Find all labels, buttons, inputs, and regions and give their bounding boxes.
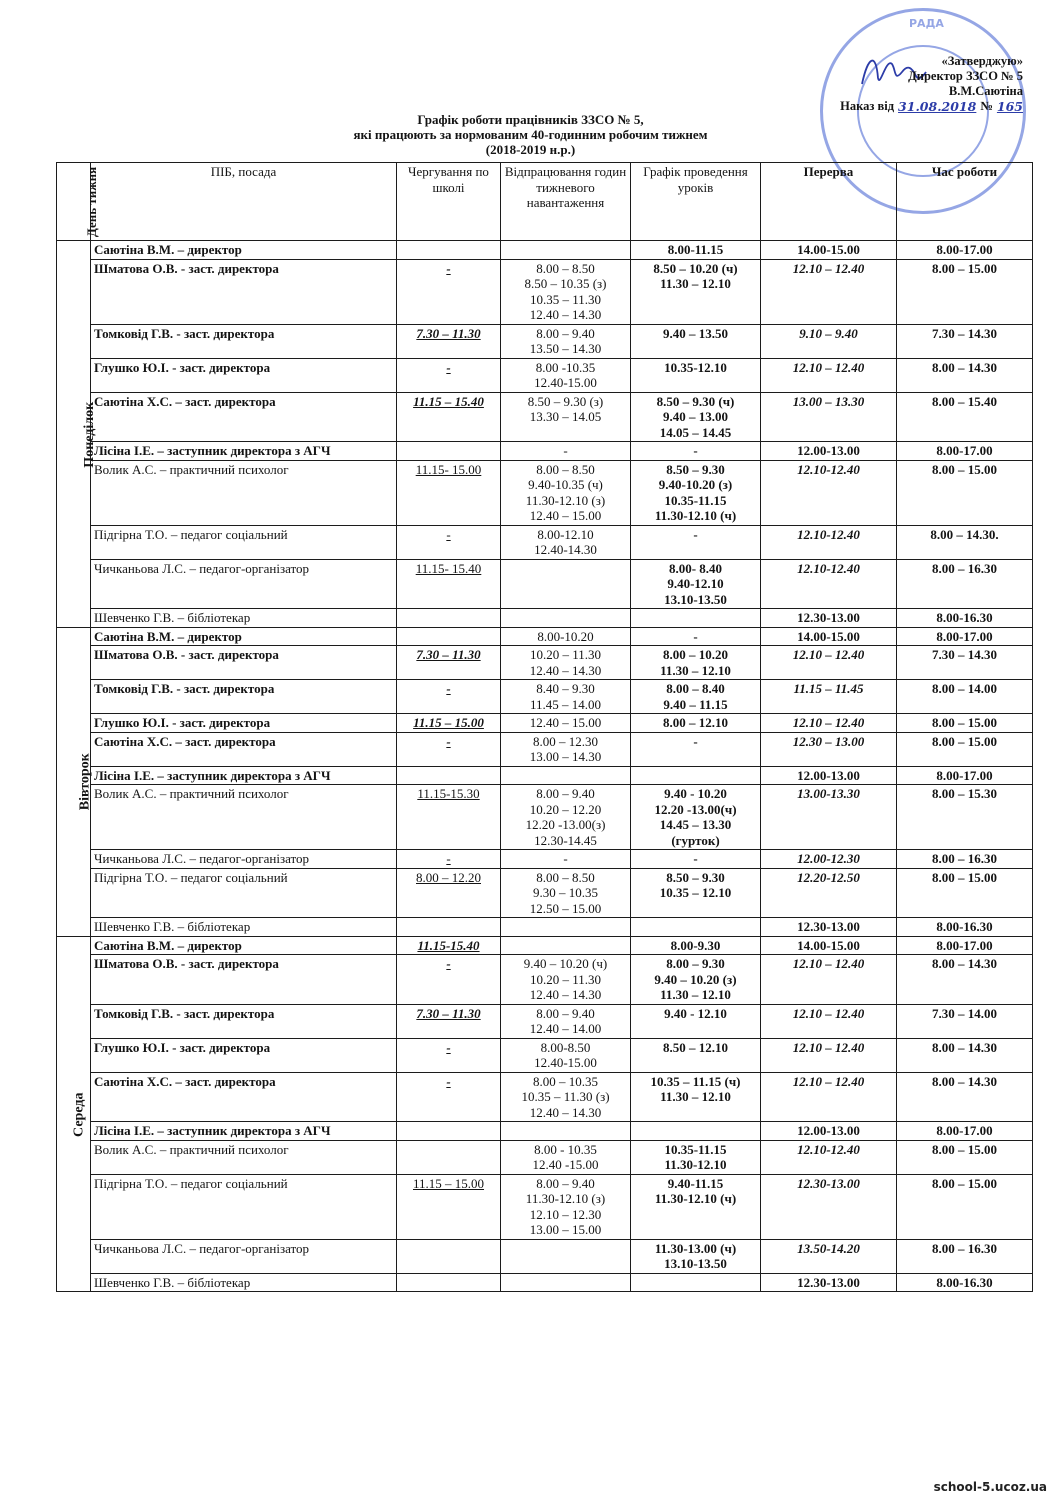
- duty-time: -: [397, 1072, 501, 1122]
- break-time: 12.00-13.00: [761, 442, 897, 461]
- lessons-time: 10.35-12.10: [631, 358, 761, 392]
- duty-time: 11.15 – 15.00: [397, 1174, 501, 1239]
- lessons-time: [631, 918, 761, 937]
- lessons-time: 11.30-13.00 (ч) 13.10-13.50: [631, 1239, 761, 1273]
- title-line-3: (2018-2019 н.р.): [485, 142, 576, 157]
- lessons-time: 9.40 - 10.20 12.20 -13.00(ч) 14.45 – 13.30 (гурток): [631, 785, 761, 850]
- table-row: [57, 1072, 1033, 1122]
- duty-time: -: [397, 1038, 501, 1072]
- duty-time: -: [397, 955, 501, 1005]
- work-time: 8.00 – 15.00: [897, 714, 1033, 733]
- table-row: [57, 609, 1033, 628]
- lessons-time: 8.50 – 10.20 (ч) 11.30 – 12.10: [631, 259, 761, 324]
- hours-time: -: [501, 850, 631, 869]
- table-row: [57, 955, 1033, 1005]
- table-row: [57, 646, 1033, 680]
- hours-time: [501, 559, 631, 609]
- duty-time: -: [397, 358, 501, 392]
- lessons-time: [631, 1122, 761, 1141]
- break-time: 12.30-13.00: [761, 918, 897, 937]
- day-cell: [57, 241, 98, 628]
- hours-time: 8.00 – 8.50 9.30 – 10.35 12.50 – 15.00: [501, 868, 631, 918]
- employee-name: Саютіна В.М. – директор: [91, 627, 397, 646]
- lessons-time: -: [631, 732, 761, 766]
- lessons-time: 9.40 - 12.10: [631, 1004, 761, 1038]
- duty-time: 11.15- 15.00: [397, 460, 501, 525]
- lessons-time: -: [631, 627, 761, 646]
- lessons-time: -: [631, 850, 761, 869]
- duty-time: -: [397, 680, 501, 714]
- approval-line-2: Директор ЗЗСО № 5: [908, 69, 1023, 83]
- lessons-time: 8.00- 8.40 9.40-12.10 13.10-13.50: [631, 559, 761, 609]
- employee-name: Чичканьова Л.С. – педагог-організатор: [91, 1239, 397, 1273]
- table-row: [57, 392, 1033, 442]
- table-row: [57, 627, 1033, 646]
- table-row: [57, 358, 1033, 392]
- hours-time: 8.00 – 9.40 11.30-12.10 (з) 12.10 – 12.30 13.00 – 15.00: [501, 1174, 631, 1239]
- hours-time: 8.00 – 12.30 13.00 – 14.30: [501, 732, 631, 766]
- work-time: 8.00 – 15.40: [897, 392, 1033, 442]
- break-time: 13.00-13.30: [761, 785, 897, 850]
- header-name: ПІБ, посада: [91, 163, 397, 241]
- work-time: 8.00 – 14.30: [897, 1072, 1033, 1122]
- work-time: 8.00 – 16.30: [897, 559, 1033, 609]
- hours-time: -: [501, 442, 631, 461]
- approval-line-1: «Затверджую»: [941, 54, 1023, 68]
- stamp-text: РАДА: [909, 17, 944, 30]
- work-time: 7.30 – 14.30: [897, 646, 1033, 680]
- table-row: [57, 1174, 1033, 1239]
- hours-time: 8.00-12.10 12.40-14.30: [501, 525, 631, 559]
- break-time: 12.00-12.30: [761, 850, 897, 869]
- duty-time: [397, 766, 501, 785]
- header-lessons: Графік проведення уроків: [631, 163, 761, 241]
- employee-name: Лісіна І.Е. – заступник директора з АГЧ: [91, 442, 397, 461]
- table-row: [57, 559, 1033, 609]
- employee-name: Шевченко Г.В. – бібліотекар: [91, 1273, 397, 1292]
- order-number-label: №: [980, 99, 993, 113]
- lessons-time: 9.40 – 13.50: [631, 324, 761, 358]
- hours-time: 8.50 – 9.30 (з) 13.30 – 14.05: [501, 392, 631, 442]
- break-time: 14.00-15.00: [761, 936, 897, 955]
- employee-name: Підгірна Т.О. – педагог соціальний: [91, 525, 397, 559]
- work-time: 8.00 – 16.30: [897, 1239, 1033, 1273]
- employee-name: Шевченко Г.В. – бібліотекар: [91, 609, 397, 628]
- schedule-table: [56, 162, 1033, 1292]
- lessons-time: 8.50 – 9.30 9.40-10.20 (з) 10.35-11.15 11.30-12.10 (ч): [631, 460, 761, 525]
- duty-time: 11.15-15.30: [397, 785, 501, 850]
- break-time: 12.00-13.00: [761, 1122, 897, 1141]
- employee-name: Підгірна Т.О. – педагог соціальний: [91, 1174, 397, 1239]
- duty-time: [397, 1273, 501, 1292]
- duty-time: [397, 1140, 501, 1174]
- lessons-time: [631, 1273, 761, 1292]
- work-time: 8.00-17.00: [897, 936, 1033, 955]
- lessons-time: [631, 766, 761, 785]
- employee-name: Томковід Г.В. - заст. директора: [91, 680, 397, 714]
- duty-time: [397, 442, 501, 461]
- break-time: 12.00-13.00: [761, 766, 897, 785]
- break-time: 13.00 – 13.30: [761, 392, 897, 442]
- work-time: 8.00-17.00: [897, 241, 1033, 260]
- duty-time: -: [397, 525, 501, 559]
- employee-name: Волик А.С. – практичний психолог: [91, 460, 397, 525]
- lessons-time: 10.35 – 11.15 (ч) 11.30 – 12.10: [631, 1072, 761, 1122]
- lessons-time: -: [631, 442, 761, 461]
- hours-time: [501, 936, 631, 955]
- break-time: 11.15 – 11.45: [761, 680, 897, 714]
- employee-name: Томковід Г.В. - заст. директора: [91, 1004, 397, 1038]
- break-time: 12.30-13.00: [761, 609, 897, 628]
- work-time: 8.00-16.30: [897, 609, 1033, 628]
- lessons-time: 8.50 – 9.30 (ч) 9.40 – 13.00 14.05 – 14.45: [631, 392, 761, 442]
- employee-name: Глушко Ю.І. - заст. директора: [91, 358, 397, 392]
- header-row: [57, 163, 1033, 241]
- break-time: 12.10 – 12.40: [761, 714, 897, 733]
- table-row: [57, 1273, 1033, 1292]
- hours-time: 8.00 – 8.50 8.50 – 10.35 (з) 10.35 – 11.30 12.40 – 14.30: [501, 259, 631, 324]
- table-row: [57, 1004, 1033, 1038]
- break-time: 12.10-12.40: [761, 559, 897, 609]
- table-row: [57, 680, 1033, 714]
- duty-time: 7.30 – 11.30: [397, 324, 501, 358]
- duty-time: -: [397, 850, 501, 869]
- lessons-time: 8.00 – 9.30 9.40 – 10.20 (з) 11.30 – 12.10: [631, 955, 761, 1005]
- hours-time: 8.00 - 10.35 12.40 -15.00: [501, 1140, 631, 1174]
- employee-name: Саютіна В.М. – директор: [91, 241, 397, 260]
- break-time: 12.10-12.40: [761, 1140, 897, 1174]
- title-line-2: які працюють за нормованим 40-годинним робочим тижнем: [353, 127, 708, 142]
- work-time: 8.00 – 15.00: [897, 868, 1033, 918]
- employee-name: Шматова О.В. - заст. директора: [91, 646, 397, 680]
- table-row: [57, 714, 1033, 733]
- work-time: 8.00 – 15.30: [897, 785, 1033, 850]
- break-time: 12.10-12.40: [761, 525, 897, 559]
- header-duty: Чергування по школі: [397, 163, 501, 241]
- table-row: [57, 1239, 1033, 1273]
- break-time: 12.30-13.00: [761, 1273, 897, 1292]
- duty-time: 8.00 – 12.20: [397, 868, 501, 918]
- lessons-time: 8.00-11.15: [631, 241, 761, 260]
- lessons-time: 8.00 – 10.20 11.30 – 12.10: [631, 646, 761, 680]
- duty-time: [397, 627, 501, 646]
- employee-name: Шматова О.В. - заст. директора: [91, 259, 397, 324]
- employee-name: Чичканьова Л.С. – педагог-організатор: [91, 559, 397, 609]
- lessons-time: 8.00 – 8.40 9.40 – 11.15: [631, 680, 761, 714]
- lessons-time: 8.50 – 9.30 10.35 – 12.10: [631, 868, 761, 918]
- duty-time: [397, 918, 501, 937]
- hours-time: 8.00 – 8.50 9.40-10.35 (ч) 11.30-12.10 (з) 12.40 – 15.00: [501, 460, 631, 525]
- hours-time: 9.40 – 10.20 (ч) 10.20 – 11.30 12.40 – 14.30: [501, 955, 631, 1005]
- hours-time: 8.00-8.50 12.40-15.00: [501, 1038, 631, 1072]
- employee-name: Шевченко Г.В. – бібліотекар: [91, 918, 397, 937]
- header-work: Час роботи: [897, 163, 1033, 241]
- break-time: 12.10 – 12.40: [761, 358, 897, 392]
- lessons-time: -: [631, 525, 761, 559]
- work-time: 8.00-16.30: [897, 1273, 1033, 1292]
- order-date: 31.08.2018: [898, 99, 977, 114]
- employee-name: Волик А.С. – практичний психолог: [91, 785, 397, 850]
- hours-time: [501, 766, 631, 785]
- break-time: 9.10 – 9.40: [761, 324, 897, 358]
- day-cell: [57, 936, 91, 1292]
- hours-time: 8.40 – 9.30 11.45 – 14.00: [501, 680, 631, 714]
- lessons-time: 8.00-9.30: [631, 936, 761, 955]
- table-row: [57, 1122, 1033, 1141]
- duty-time: -: [397, 259, 501, 324]
- table-row: [57, 868, 1033, 918]
- duty-time: -: [397, 732, 501, 766]
- hours-time: 8.00 – 9.40 10.20 – 12.20 12.20 -13.00(з) 12.30-14.45: [501, 785, 631, 850]
- break-time: 12.10-12.40: [761, 460, 897, 525]
- document-title: [0, 112, 1061, 157]
- break-time: 14.00-15.00: [761, 627, 897, 646]
- lessons-time: 8.50 – 12.10: [631, 1038, 761, 1072]
- work-time: 8.00-16.30: [897, 918, 1033, 937]
- hours-time: 8.00 – 10.35 10.35 – 11.30 (з) 12.40 – 14.30: [501, 1072, 631, 1122]
- work-time: 8.00 – 15.00: [897, 732, 1033, 766]
- duty-time: 11.15-15.40: [397, 936, 501, 955]
- break-time: 12.10 – 12.40: [761, 646, 897, 680]
- break-time: 12.10 – 12.40: [761, 259, 897, 324]
- employee-name: Саютіна В.М. – директор: [91, 936, 397, 955]
- work-time: 8.00-17.00: [897, 766, 1033, 785]
- title-line-1: Графік роботи працівників ЗЗСО № 5,: [417, 112, 644, 127]
- hours-time: 10.20 – 11.30 12.40 – 14.30: [501, 646, 631, 680]
- table-row: [57, 850, 1033, 869]
- duty-time: [397, 609, 501, 628]
- employee-name: Глушко Ю.І. - заст. директора: [91, 714, 397, 733]
- employee-name: Саютіна Х.С. – заст. директора: [91, 732, 397, 766]
- employee-name: Лісіна І.Е. – заступник директора з АГЧ: [91, 766, 397, 785]
- employee-name: Томковід Г.В. - заст. директора: [91, 324, 397, 358]
- site-footer: school-5.ucoz.ua: [933, 1480, 1047, 1494]
- table-row: [57, 241, 1033, 260]
- work-time: 8.00 – 14.30: [897, 1038, 1033, 1072]
- duty-time: [397, 1122, 501, 1141]
- break-time: 13.50-14.20: [761, 1239, 897, 1273]
- duty-time: 11.15 – 15.00: [397, 714, 501, 733]
- hours-time: 8.00 -10.35 12.40-15.00: [501, 358, 631, 392]
- day-label: Вівторок: [77, 753, 93, 811]
- order-number: 165: [996, 99, 1023, 114]
- break-time: 12.30 – 13.00: [761, 732, 897, 766]
- hours-time: [501, 241, 631, 260]
- table-row: [57, 732, 1033, 766]
- employee-name: Підгірна Т.О. – педагог соціальний: [91, 868, 397, 918]
- break-time: 12.10 – 12.40: [761, 1038, 897, 1072]
- work-time: 8.00 – 15.00: [897, 259, 1033, 324]
- hours-time: [501, 609, 631, 628]
- header-day: День тижня: [57, 163, 91, 241]
- break-time: 12.10 – 12.40: [761, 955, 897, 1005]
- duty-time: [397, 241, 501, 260]
- hours-time: 12.40 – 15.00: [501, 714, 631, 733]
- day-cell: [57, 627, 91, 936]
- employee-name: Шматова О.В. - заст. директора: [91, 955, 397, 1005]
- work-time: 8.00-17.00: [897, 1122, 1033, 1141]
- work-time: 8.00 – 15.00: [897, 1174, 1033, 1239]
- lessons-time: 9.40-11.15 11.30-12.10 (ч): [631, 1174, 761, 1239]
- work-time: 7.30 – 14.00: [897, 1004, 1033, 1038]
- break-time: 14.00-15.00: [761, 241, 897, 260]
- break-time: 12.20-12.50: [761, 868, 897, 918]
- hours-time: 8.00 – 9.40 12.40 – 14.00: [501, 1004, 631, 1038]
- work-time: 8.00 – 16.30: [897, 850, 1033, 869]
- duty-time: 11.15- 15.40: [397, 559, 501, 609]
- employee-name: Лісіна І.Е. – заступник директора з АГЧ: [91, 1122, 397, 1141]
- work-time: 8.00 – 15.00: [897, 460, 1033, 525]
- hours-time: 8.00 – 9.40 13.50 – 14.30: [501, 324, 631, 358]
- break-time: 12.30-13.00: [761, 1174, 897, 1239]
- table-row: [57, 324, 1033, 358]
- work-time: 8.00 – 14.00: [897, 680, 1033, 714]
- work-time: 8.00 – 14.30: [897, 955, 1033, 1005]
- hours-time: 8.00-10.20: [501, 627, 631, 646]
- hours-time: [501, 918, 631, 937]
- hours-time: [501, 1122, 631, 1141]
- table-row: [57, 460, 1033, 525]
- header-break: Перерва: [761, 163, 897, 241]
- employee-name: Волик А.С. – практичний психолог: [91, 1140, 397, 1174]
- employee-name: Чичканьова Л.С. – педагог-організатор: [91, 850, 397, 869]
- employee-name: Саютіна Х.С. – заст. директора: [91, 1072, 397, 1122]
- lessons-time: 10.35-11.15 11.30-12.10: [631, 1140, 761, 1174]
- duty-time: 7.30 – 11.30: [397, 646, 501, 680]
- approval-line-3: В.М.Саютіна: [948, 84, 1023, 98]
- work-time: 7.30 – 14.30: [897, 324, 1033, 358]
- header-hours: Відпрацювання годин тижневого навантаження: [501, 163, 631, 241]
- table-row: [57, 936, 1033, 955]
- lessons-time: [631, 609, 761, 628]
- hours-time: [501, 1239, 631, 1273]
- work-time: 8.00-17.00: [897, 627, 1033, 646]
- break-time: 12.10 – 12.40: [761, 1004, 897, 1038]
- table-row: [57, 1140, 1033, 1174]
- day-label: Середа: [71, 1092, 87, 1137]
- table-row: [57, 918, 1033, 937]
- table-row: [57, 442, 1033, 461]
- table-row: [57, 259, 1033, 324]
- work-time: 8.00 – 14.30.: [897, 525, 1033, 559]
- duty-time: 7.30 – 11.30: [397, 1004, 501, 1038]
- order-label: Наказ від: [840, 99, 895, 113]
- day-label: Понеділок: [82, 401, 98, 468]
- table-row: [57, 766, 1033, 785]
- approval-block: [723, 54, 1023, 114]
- lessons-time: 8.00 – 12.10: [631, 714, 761, 733]
- table-row: [57, 525, 1033, 559]
- work-time: 8.00 – 14.30: [897, 358, 1033, 392]
- table-row: [57, 1038, 1033, 1072]
- table-row: [57, 785, 1033, 850]
- duty-time: 11.15 – 15.40: [397, 392, 501, 442]
- work-time: 8.00 – 15.00: [897, 1140, 1033, 1174]
- employee-name: Саютіна Х.С. – заст. директора: [91, 392, 397, 442]
- hours-time: [501, 1273, 631, 1292]
- break-time: 12.10 – 12.40: [761, 1072, 897, 1122]
- duty-time: [397, 1239, 501, 1273]
- schedule-body: [57, 241, 1033, 1292]
- work-time: 8.00-17.00: [897, 442, 1033, 461]
- employee-name: Глушко Ю.І. - заст. директора: [91, 1038, 397, 1072]
